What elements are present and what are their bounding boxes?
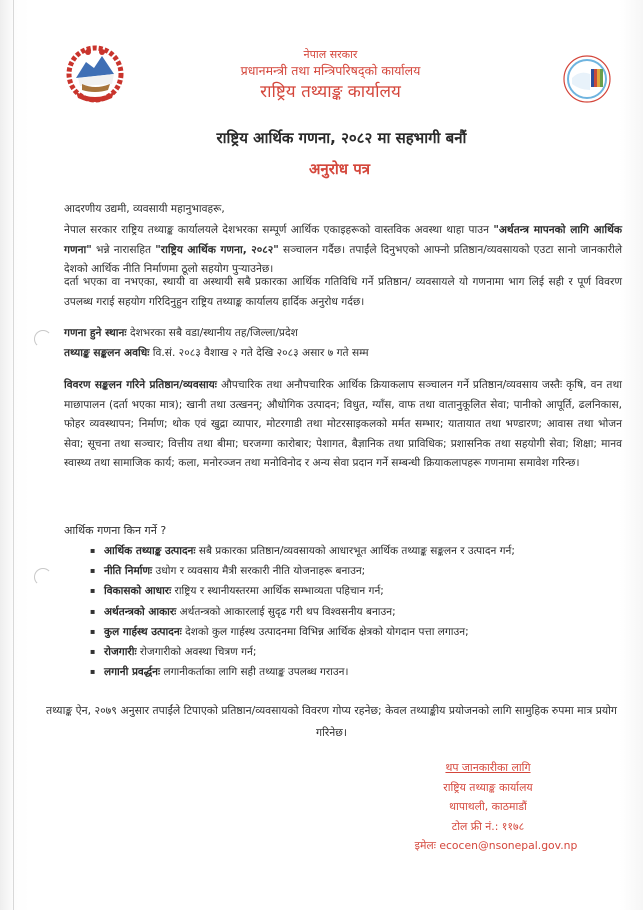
government-name: नेपाल सरकार	[303, 48, 358, 61]
request-paragraph: दर्ता भएका वा नभएका, स्थायी वा अस्थायी सबै प्रकारका आर्थिक गतिविधि गर्ने प्रतिष्ठान/ व्यवसायले यो गणनामा भाग लिई सही र पूर्ण विवरण उपलब्ध गराई सहयोग गरिदिनुहुन राष्ट्रिय तथ्याङ्क कार्यालय हार्दिक अनुरोध गर्दछ।	[64, 276, 622, 308]
letter-subtitle: अनुरोध पत्र	[308, 160, 371, 178]
reason-text: अर्थतन्त्रको आकारलाई सुदृढ गरी थप विश्वसनीय बनाउन;	[176, 605, 396, 618]
reason-text: सबै प्रकारका प्रतिष्ठान/व्यवसायको आधारभूत आर्थिक तथ्याङ्क सङ्कलन र उत्पादन गर्न;	[195, 545, 515, 557]
list-item	[104, 541, 643, 561]
census-name: "राष्ट्रिय आर्थिक गणना, २०८२"	[155, 243, 279, 256]
ministry-name: प्रधानमन्त्री तथा मन्त्रिपरिषद्को कार्यालय	[240, 63, 421, 78]
reason-label: आर्थिक तथ्याङ्क उत्पादनः	[104, 545, 196, 557]
collection-period-label: तथ्याङ्क सङ्कलन अवधिः	[64, 347, 150, 359]
list-item	[104, 561, 643, 581]
list-item	[104, 662, 643, 682]
census-place-label: गणना हुने स्थानः	[64, 327, 127, 339]
reasons-list	[90, 541, 643, 682]
contact-office: राष्ट्रिय तथ्याङ्क कार्यालय	[443, 780, 533, 794]
collection-period-value: वि.सं. २०८३ वैशाख २ गते देखि २०८३ असार ७ गते सम्म	[149, 347, 369, 359]
why-census-heading: आर्थिक गणना किन गर्ने ?	[64, 524, 167, 537]
punch-hole-mark	[34, 330, 52, 348]
contact-email[interactable]: इमेलः ecocen@nsonepal.gov.np	[414, 839, 578, 852]
scan-edge	[13, 0, 14, 910]
reason-label: लगानी प्रवर्द्धनः	[104, 666, 161, 679]
contact-heading: थप जानकारीका लागि	[445, 761, 531, 774]
salutation: आदरणीय उद्यमी, व्यवसायी महानुभावहरू,	[64, 203, 225, 215]
establishments-text: औपचारिक तथा अनौपचारिक आर्थिक क्रियाकलाप सञ्चालन गर्ने प्रतिष्ठान/व्यवसाय जस्तैः कृषि, वन तथा माछापालन (दर्ता भएका मात्र); खानी तथा उत्खनन्; औधोगिक उत्पादन; विधुत, ग्याँस, वाफ तथा वातानुकूलित सेवा; पानीको आपूर्ति, ढलनिकास, फोहर व्यवस्थापन; निर्माण; थोक एवं खुद्रा व्यापार, मोटरगाडी तथा मोटरसाइकलको मर्मत सम्भार; यातायात तथा भण्डारण; आवास तथा भोजन सेवा; सूचना तथा सञ्चार; वित्तीय तथा बीमा; घरजग्गा कारोबार; पेशागत, बैज्ञानिक तथा प्राविधिक; प्रशासनिक तथा सहयोगी सेवा; शिक्षा; मानव स्वास्थ्य तथा सामाजिक कार्य; कला, मनोरञ्जन तथा मनोविनोद र अन्य सेवा प्रदान गर्ने सम्बन्धी क्रियाकलापहरू गणनामा समावेश गरिन्छ।	[64, 379, 622, 469]
letterhead	[0, 48, 643, 104]
intro-text: भन्ने नारासहित	[91, 243, 156, 256]
list-item	[104, 642, 643, 662]
letter-title: राष्ट्रिय आर्थिक गणना, २०८२ मा सहभागी बनौं	[216, 129, 467, 147]
collection-period	[64, 344, 622, 364]
list-item	[104, 622, 643, 642]
establishments-paragraph	[64, 376, 622, 474]
reason-label: नीति निर्माणः	[104, 565, 153, 578]
intro-text: नेपाल सरकार राष्ट्रिय तथ्याङ्क कार्यालयले देशभरका सम्पूर्ण आर्थिक एकाइहरूको वास्तविक अवस्था थाहा पाउन	[64, 224, 494, 236]
reason-text: लगानीकर्ताका लागि सही तथ्याङ्क उपलब्ध गराउन।	[160, 666, 349, 679]
punch-hole-mark	[34, 568, 52, 586]
census-place-value: देशभरका सबै वडा/स्थानीय तह/जिल्ला/प्रदेश	[126, 327, 298, 339]
reason-text: देशको कुल गार्हस्थ उत्पादनमा विभिन्न आर्थिक क्षेत्रको योगदान पत्ता लगाउन;	[181, 625, 469, 638]
office-name: राष्ट्रिय तथ्याङ्क कार्यालय	[260, 82, 401, 102]
establishments-label: विवरण सङ्कलन गरिने प्रतिष्ठान/व्यवसायः	[64, 379, 217, 391]
reason-text: उधोग र व्यवसाय मैत्री सरकारी नीति योजनाहरू बनाउन;	[152, 565, 366, 578]
list-item	[104, 581, 643, 601]
reason-label: अर्थतन्त्रको आकारः	[104, 605, 177, 618]
intro-paragraph	[64, 221, 622, 280]
contact-toll-free: टोल फ्री नं.: ११७८	[451, 819, 525, 833]
slogan: "अर्थतन्त्र मापनको लागि आर्थिक गणना"	[64, 224, 622, 256]
reason-text: राष्ट्रिय र स्थानीयस्तरमा आर्थिक सम्भाव्यता पहिचान गर्न;	[171, 585, 384, 598]
intro-text: सञ्चालन गर्दैछ। तपाईंले दिनुभएको आफ्नो प्रतिष्ठान/व्यवसायको एउटा सानो जानकारीले देशको आर्थिक नीति निर्माणमा ठूलो सहयोग पुऱ्याउनेछ।	[64, 243, 623, 275]
reason-label: विकासको आधारः	[104, 585, 172, 598]
reason-label: रोजगारीः	[104, 646, 137, 659]
census-place	[64, 324, 622, 344]
list-item	[104, 602, 643, 622]
contact-address: थापाथली, काठमाडौं	[449, 800, 527, 813]
contact-block	[398, 758, 578, 856]
reason-label: कुल गार्हस्थ उत्पादनः	[104, 625, 182, 638]
confidentiality-note: तथ्याङ्क ऐन, २०७९ अनुसार तपाईंले टिपाएको प्रतिष्ठान/व्यवसायको विवरण गोप्य रहनेछ; केवल तथ्याङ्कीय प्रयोजनको लागि सामुहिक रुपमा मात्र प्रयोग गरिनेछ।	[45, 704, 618, 739]
reason-text: रोजगारीको अवस्था चित्रण गर्न;	[136, 646, 257, 659]
